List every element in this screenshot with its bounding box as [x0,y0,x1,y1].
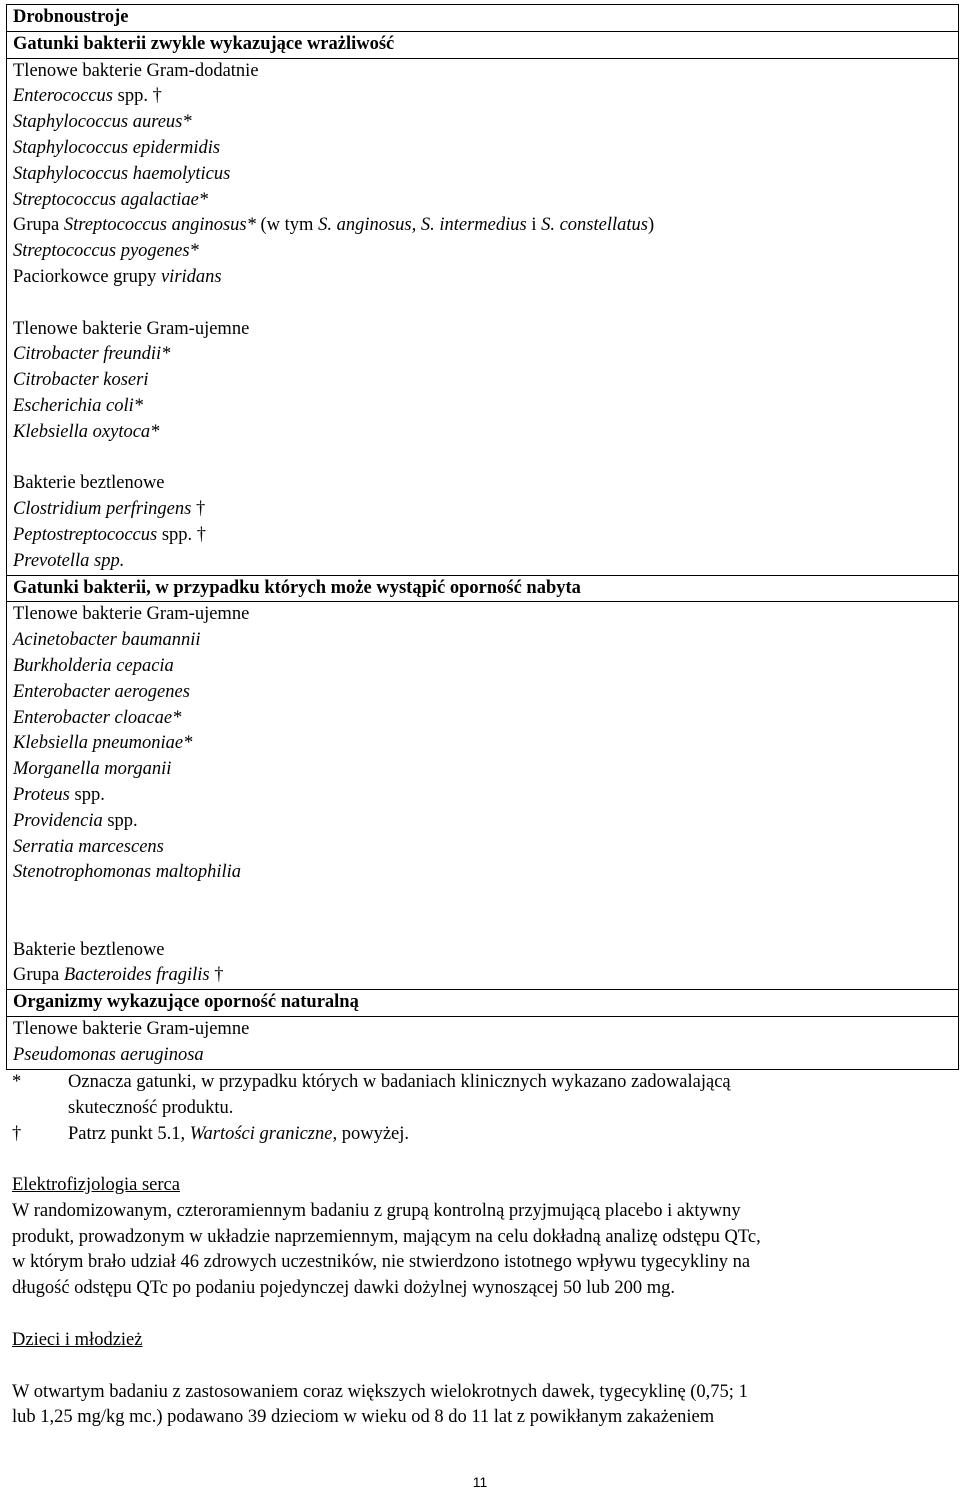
section-susceptible-header [7,31,958,58]
page-number: 11 [472,1474,488,1490]
organism-item: Paciorkowce grupy viridans [13,266,222,287]
organism-item: Klebsiella oxytoca* [13,421,160,442]
peds-heading: Dzieci i młodzież [12,1330,143,1350]
spacer [13,446,958,472]
section-acquired-header [7,575,958,602]
organism-item: Peptostreptococcus spp. † [13,524,207,545]
organism-item: Grupa Bacteroides fragilis † [13,965,224,986]
organism-item: Acinetobacter baumannii [13,630,201,651]
group-title: Bakterie beztlenowe [13,473,165,494]
ekg-section [12,1173,952,1302]
organism-item: Citrobacter freundii* [13,344,171,365]
organism-item: Klebsiella pneumoniae* [13,733,193,754]
footnote-dagger-text: Patrz punkt 5.1, Wartości graniczne, powyżej. [68,1123,410,1144]
organism-item: Staphylococcus haemolyticus [13,163,231,184]
organism-item: Escherichia coli* [13,395,143,416]
section-susceptible-body [7,58,958,575]
footnote-star-mark: * [12,1072,22,1092]
footnote-star-text: Oznacza gatunki, w przypadku których w badaniach klinicznych wykazano zadowalającą skuteczność produktu. [68,1072,731,1118]
organism-item: Prevotella spp. [13,550,125,571]
footnotes [12,1070,952,1147]
section-title: Organizmy wykazujące oporność naturalną [13,992,359,1013]
organism-item: Stenotrophomonas maltophilia [13,862,241,883]
organism-item: Providencia spp. [13,810,138,831]
organism-item: Morganella morganii [13,759,172,780]
footnote-dagger-mark: † [12,1123,22,1144]
footnote-dagger [12,1122,952,1148]
organism-item: Burkholderia cepacia [13,655,174,676]
organism-item: Staphylococcus aureus* [13,112,192,133]
organism-item: Serratia marcescens [13,836,164,857]
table-header-row [7,5,958,31]
organism-item: Staphylococcus epidermidis [13,137,221,158]
section-natural-body [7,1016,958,1069]
spacer [13,291,958,317]
bacteria-table [6,4,959,1070]
footnote-star [12,1070,952,1122]
group-title: Bakterie beztlenowe [13,939,165,960]
peds-section [12,1328,952,1431]
organism-item: Streptococcus pyogenes* [13,241,199,262]
section-title: Gatunki bakterii, w przypadku których może wystąpić oporność nabyta [13,577,581,598]
organism-item: Proteus spp. [13,784,105,805]
organism-item: Enterobacter cloacae* [13,707,182,728]
organism-item: Enterococcus spp. † [13,86,162,107]
organism-item: Streptococcus agalactiae* [13,189,209,210]
ekg-heading: Elektrofizjologia serca [12,1175,180,1195]
group-title: Tlenowe bakterie Gram-dodatnie [13,60,259,81]
section-acquired-body [7,601,958,989]
group-title: Tlenowe bakterie Gram-ujemne [13,1019,250,1040]
ekg-paragraph: W randomizowanym, czteroramiennym badaniu z grupą kontrolną przyjmującą placebo i aktywny produkt, prowadzonym w układzie naprzemiennym, mającym na celu dokładną analizę odstępu QTc, w którym brało udział 46 zdrowych uczestników, nie stwierdzono istotnego wpływu tygecykliny na długość odstępu QTc po podaniu pojedynczej dawki dożylnej wynoszącej 50 lub 200 mg. [12,1200,761,1299]
organism-item: Enterobacter aerogenes [13,681,190,702]
section-title: Gatunki bakterii zwykle wykazujące wrażliwość [13,33,395,54]
peds-paragraph: W otwartym badaniu z zastosowaniem coraz większych wielokrotnych dawek, tygecyklinę (0,75; 1 lub 1,25 mg/kg mc.) podawano 39 dzieciom w wieku od 8 do 11 lat z powikłanym zakażeniem [12,1381,748,1428]
spacer [13,886,958,938]
organism-item: Pseudomonas aeruginosa [13,1044,204,1065]
group-title: Tlenowe bakterie Gram-ujemne [13,318,250,339]
table-header: Drobnoustroje [13,7,129,27]
group-title: Tlenowe bakterie Gram-ujemne [13,604,250,625]
organism-item: Clostridium perfringens † [13,499,206,520]
section-natural-header [7,989,958,1016]
organism-item: Citrobacter koseri [13,370,149,391]
organism-item: Grupa Streptococcus anginosus* (w tym S. anginosus, S. intermedius i S. constellatus) [13,215,655,236]
